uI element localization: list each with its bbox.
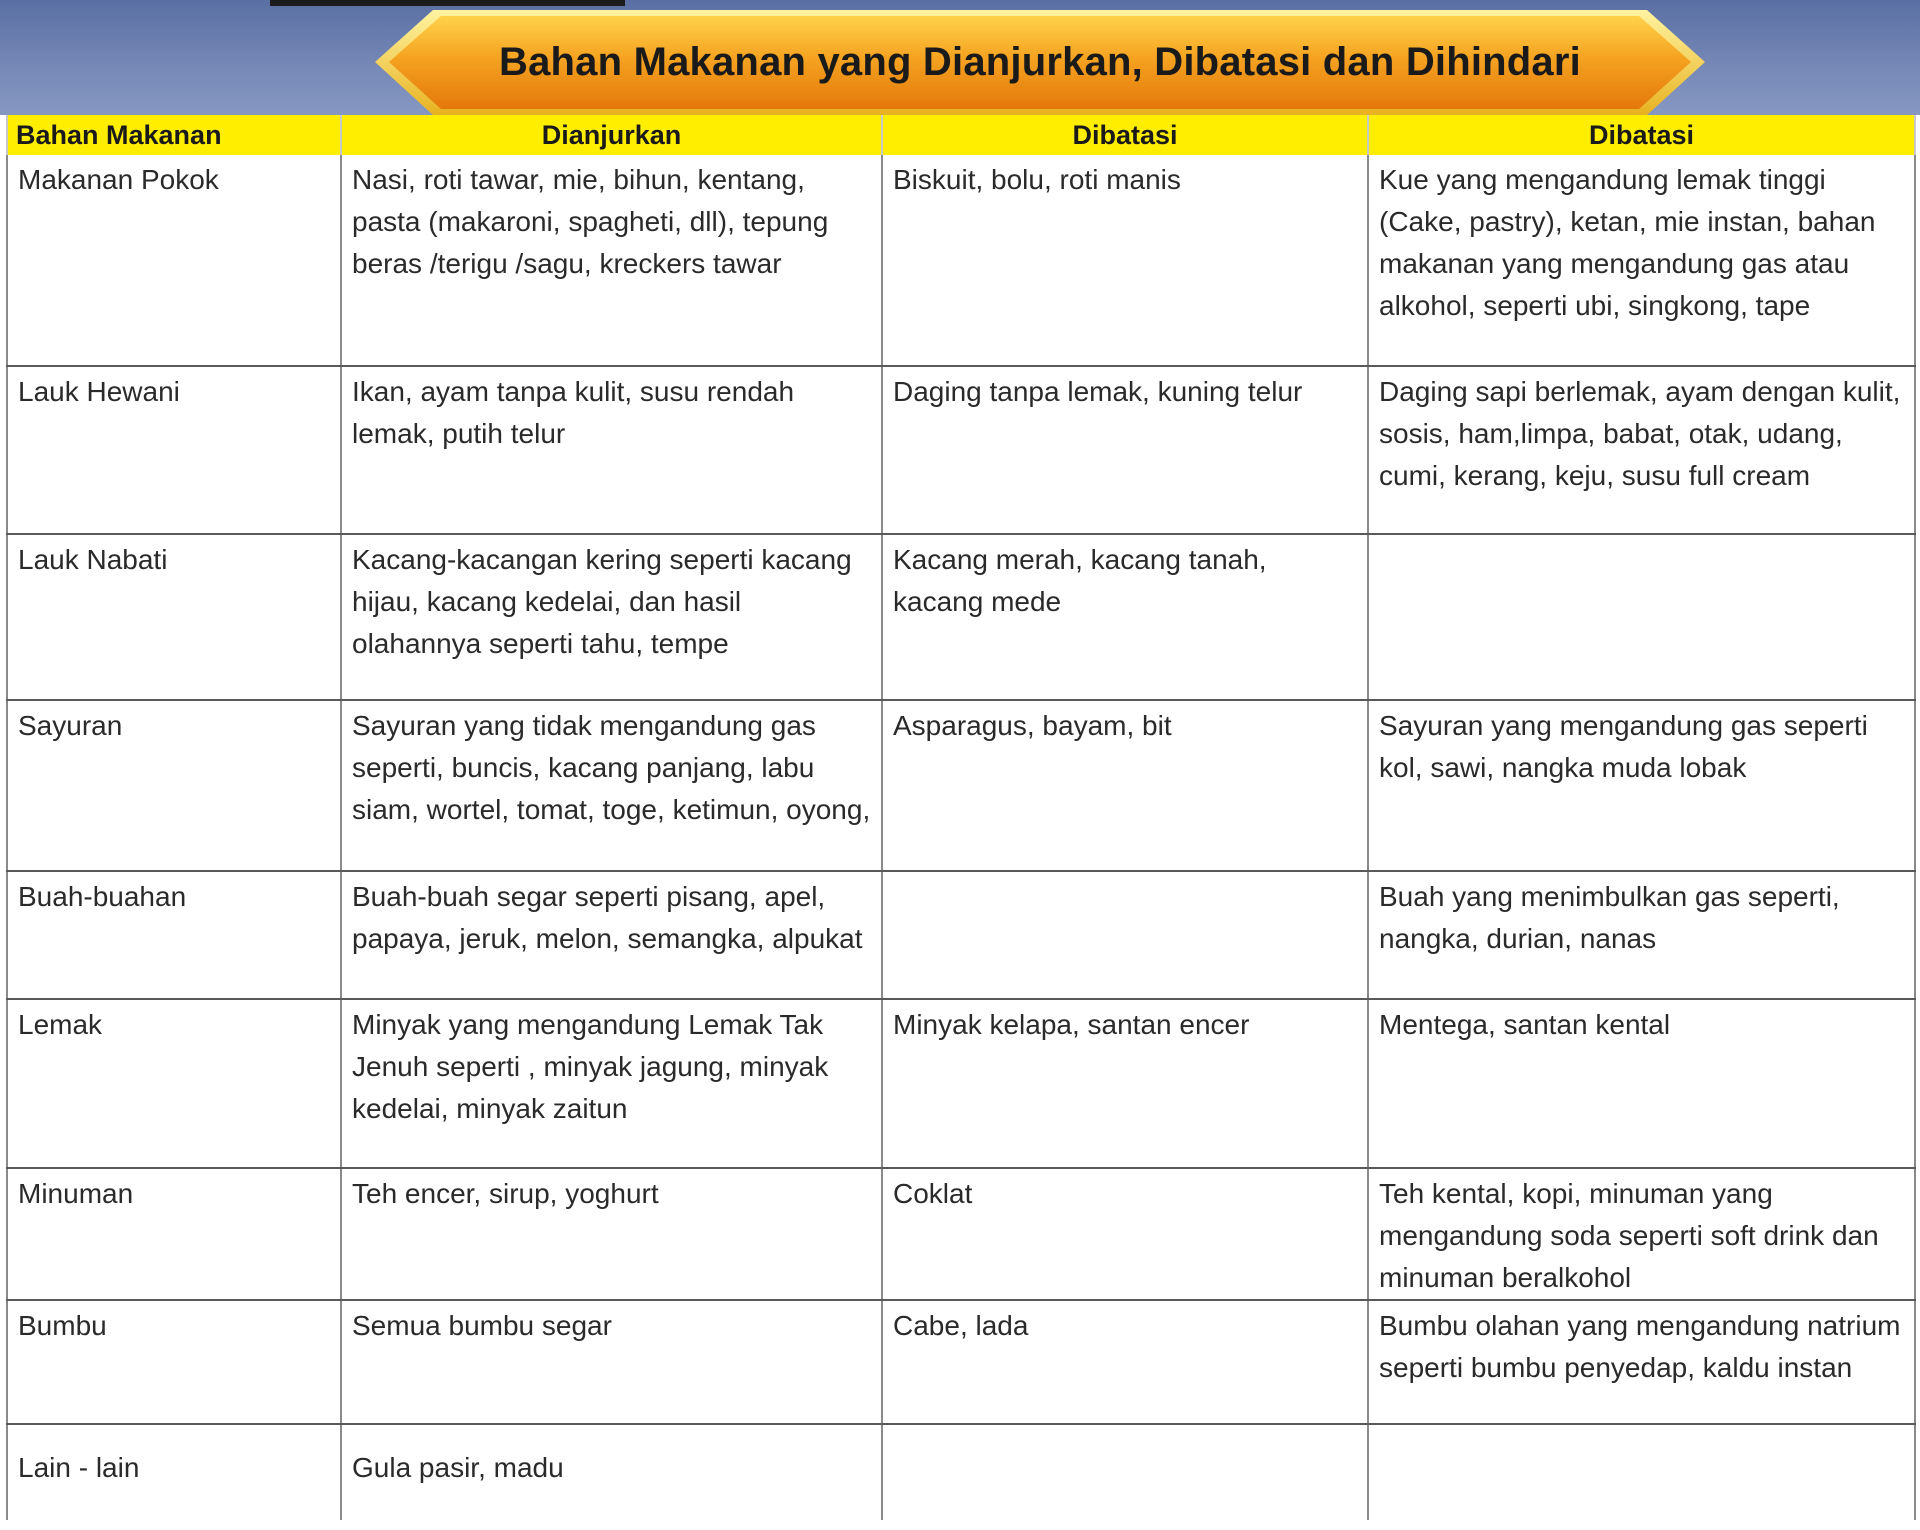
table-row — [7, 1424, 1915, 1520]
cell-dihindari: Teh kental, kopi, minuman yang mengandung soda seperti soft drink dan minuman beralkohol — [1368, 1168, 1915, 1300]
cell-dihindari — [1368, 1424, 1915, 1520]
cell-dibatasi: Cabe, lada — [882, 1300, 1368, 1424]
cell-category: Lauk Nabati — [7, 534, 341, 700]
cell-category: Makanan Pokok — [7, 155, 341, 366]
header-dibatasi: Dibatasi — [882, 115, 1368, 155]
cell-dibatasi — [882, 1424, 1368, 1520]
cell-dihindari: Sayuran yang mengandung gas seperti kol, sawi, nangka muda lobak — [1368, 700, 1915, 871]
header-bahan-makanan: Bahan Makanan — [7, 115, 341, 155]
table-row — [7, 534, 1915, 700]
cell-dianjurkan: Kacang-kacangan kering seperti kacang hijau, kacang kedelai, dan hasil olahannya seperti tahu, tempe — [341, 534, 882, 700]
cell-dianjurkan: Ikan, ayam tanpa kulit, susu rendah lemak, putih telur — [341, 366, 882, 534]
cell-dihindari: Mentega, santan kental — [1368, 999, 1915, 1168]
table-row — [7, 999, 1915, 1168]
cell-dianjurkan: Nasi, roti tawar, mie, bihun, kentang, pasta (makaroni, spagheti, dll), tepung beras /terigu /sagu, kreckers tawar — [341, 155, 882, 366]
header-dianjurkan: Dianjurkan — [341, 115, 882, 155]
food-table — [6, 115, 1916, 1520]
cell-dihindari — [1368, 534, 1915, 700]
table-row — [7, 871, 1915, 999]
cell-dianjurkan: Sayuran yang tidak mengandung gas seperti, buncis, kacang panjang, labu siam, wortel, tomat, toge, ketimun, oyong, — [341, 700, 882, 871]
cell-dihindari: Kue yang mengandung lemak tinggi (Cake, pastry), ketan, mie instan, bahan makanan yang mengandung gas atau alkohol, seperti ubi, singkong, tape — [1368, 155, 1915, 366]
cell-dibatasi: Minyak kelapa, santan encer — [882, 999, 1368, 1168]
cell-dianjurkan: Buah-buah segar seperti pisang, apel, papaya, jeruk, melon, semangka, alpukat — [341, 871, 882, 999]
cell-dihindari: Bumbu olahan yang mengandung natrium seperti bumbu penyedap, kaldu instan — [1368, 1300, 1915, 1424]
table-row — [7, 155, 1915, 366]
cell-category: Lauk Hewani — [7, 366, 341, 534]
table-header-row — [7, 115, 1915, 155]
header-dibatasi-2: Dibatasi — [1368, 115, 1915, 155]
cell-category: Minuman — [7, 1168, 341, 1300]
cell-dianjurkan: Gula pasir, madu — [341, 1424, 882, 1520]
cell-dianjurkan: Minyak yang mengandung Lemak Tak Jenuh seperti , minyak jagung, minyak kedelai, minyak zaitun — [341, 999, 882, 1168]
cell-category: Sayuran — [7, 700, 341, 871]
cell-dibatasi: Kacang merah, kacang tanah, kacang mede — [882, 534, 1368, 700]
title-banner — [375, 10, 1705, 115]
table-row — [7, 366, 1915, 534]
table-row — [7, 1300, 1915, 1424]
top-tab-decoration — [270, 0, 625, 6]
cell-dianjurkan: Semua bumbu segar — [341, 1300, 882, 1424]
cell-dibatasi: Daging tanpa lemak, kuning telur — [882, 366, 1368, 534]
cell-dibatasi: Biskuit, bolu, roti manis — [882, 155, 1368, 366]
cell-dibatasi — [882, 871, 1368, 999]
table-row — [7, 1168, 1915, 1300]
cell-dihindari: Buah yang menimbulkan gas seperti, nangka, durian, nanas — [1368, 871, 1915, 999]
cell-dianjurkan: Teh encer, sirup, yoghurt — [341, 1168, 882, 1300]
cell-category: Lemak — [7, 999, 341, 1168]
cell-dibatasi: Coklat — [882, 1168, 1368, 1300]
cell-category: Bumbu — [7, 1300, 341, 1424]
cell-dibatasi: Asparagus, bayam, bit — [882, 700, 1368, 871]
cell-category: Lain - lain — [7, 1424, 341, 1520]
cell-dihindari: Daging sapi berlemak, ayam dengan kulit, sosis, ham,limpa, babat, otak, udang, cumi, kerang, keju, susu full cream — [1368, 366, 1915, 534]
page-title: Bahan Makanan yang Dianjurkan, Dibatasi dan Dihindari — [499, 40, 1581, 84]
cell-category: Buah-buahan — [7, 871, 341, 999]
table-row — [7, 700, 1915, 871]
